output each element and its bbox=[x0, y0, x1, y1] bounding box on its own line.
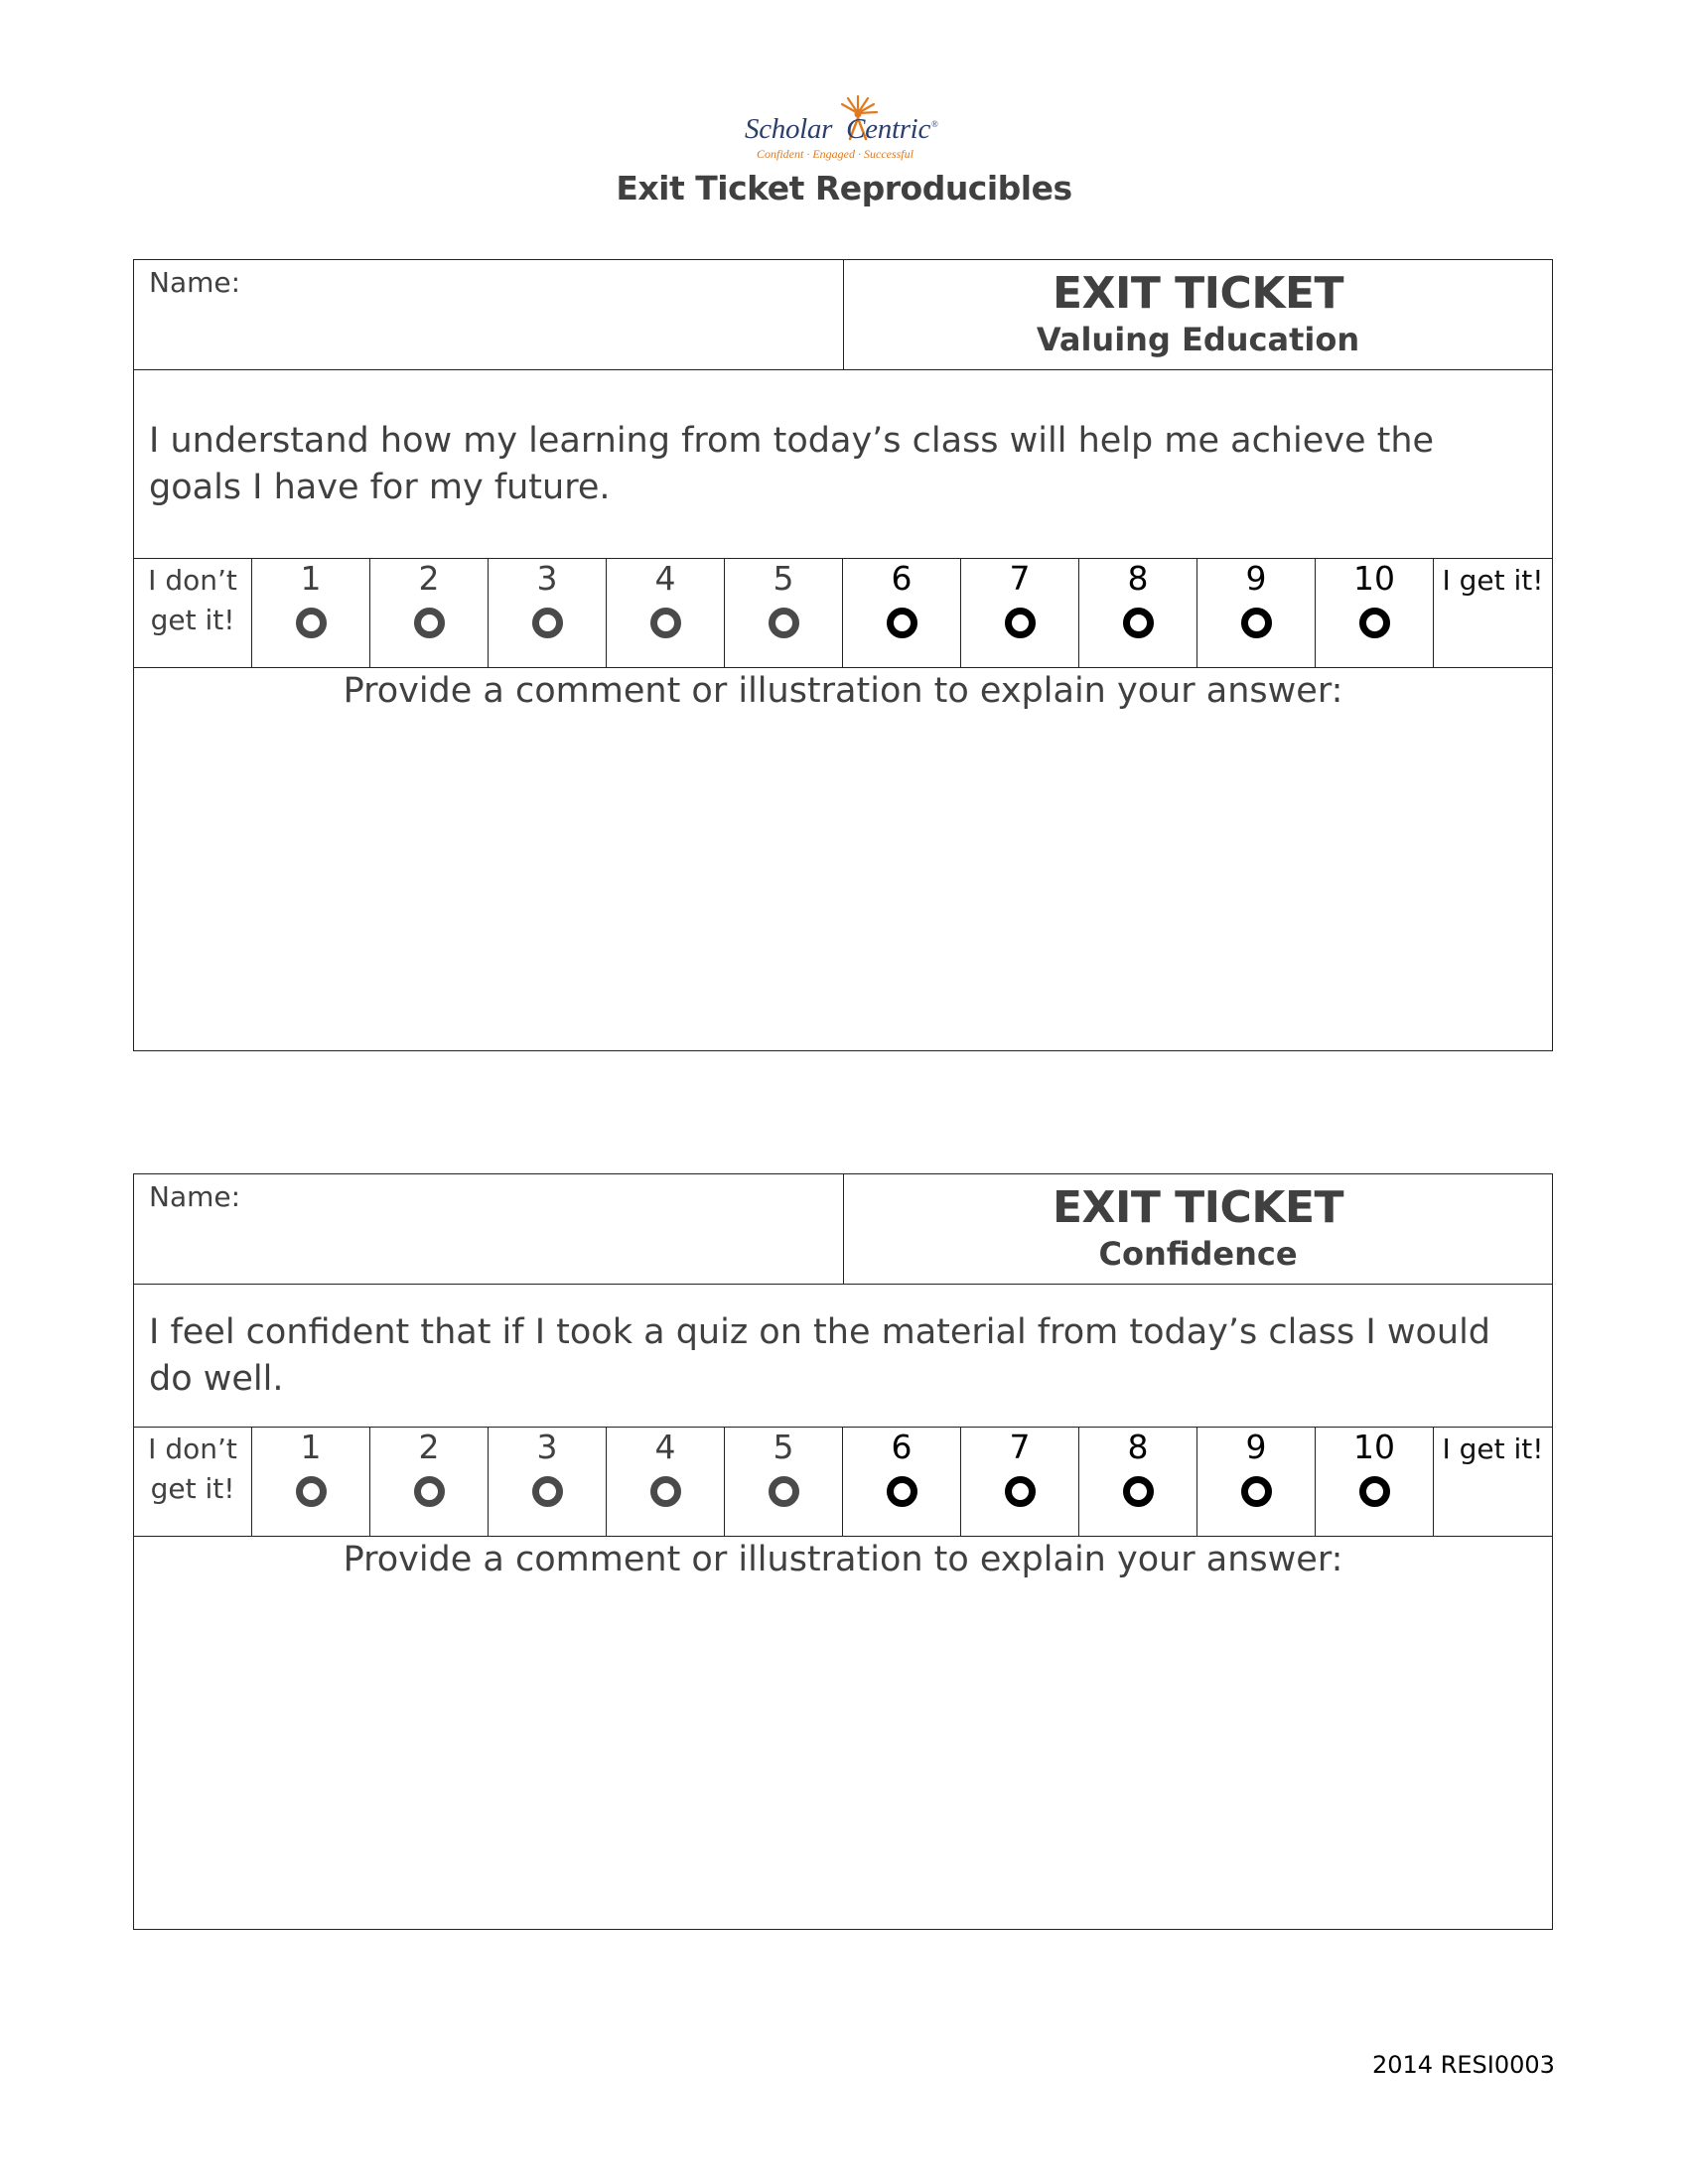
scale-low-label: I don’t get it! bbox=[148, 1433, 237, 1505]
scale-low-label-cell bbox=[134, 559, 252, 667]
radio-circle-icon[interactable] bbox=[769, 1476, 799, 1507]
ticket-header-row bbox=[134, 1174, 1552, 1285]
radio-circle-icon[interactable] bbox=[1359, 1476, 1390, 1507]
rating-option-1[interactable] bbox=[252, 559, 370, 667]
radio-circle-icon[interactable] bbox=[1005, 1476, 1036, 1507]
rating-option-3[interactable] bbox=[489, 1428, 607, 1536]
radio-circle-icon[interactable] bbox=[1241, 608, 1272, 638]
radio-circle-icon[interactable] bbox=[1359, 608, 1390, 638]
rating-number: 9 bbox=[1245, 559, 1267, 598]
ticket-statement: I feel confident that if I took a quiz on the material from today’s class I would do well. bbox=[149, 1311, 1491, 1399]
rating-option-4[interactable] bbox=[607, 559, 725, 667]
scale-high-label: I get it! bbox=[1442, 1433, 1544, 1465]
name-field[interactable] bbox=[134, 260, 844, 369]
rating-option-9[interactable] bbox=[1197, 1428, 1316, 1536]
rating-number: 4 bbox=[654, 559, 676, 598]
comment-area[interactable] bbox=[134, 668, 1552, 1050]
ticket-heading: EXIT TICKET bbox=[1052, 1182, 1344, 1233]
rating-number: 10 bbox=[1353, 1428, 1395, 1466]
radio-circle-icon[interactable] bbox=[887, 608, 917, 638]
radio-circle-icon[interactable] bbox=[650, 1476, 681, 1507]
rating-number: 10 bbox=[1353, 559, 1395, 598]
radio-circle-icon[interactable] bbox=[1005, 608, 1036, 638]
exit-ticket-confidence bbox=[133, 1173, 1553, 1930]
radio-circle-icon[interactable] bbox=[296, 608, 327, 638]
radio-circle-icon[interactable] bbox=[650, 608, 681, 638]
rating-option-5[interactable] bbox=[725, 559, 843, 667]
rating-option-2[interactable] bbox=[370, 1428, 489, 1536]
ticket-subheading: Confidence bbox=[1098, 1235, 1298, 1273]
rating-number: 1 bbox=[300, 559, 322, 598]
rating-option-7[interactable] bbox=[961, 1428, 1079, 1536]
rating-number: 6 bbox=[891, 1428, 913, 1466]
rating-number: 1 bbox=[300, 1428, 322, 1466]
rating-number: 8 bbox=[1127, 1428, 1149, 1466]
logo-tagline: Confident · Engaged · Successful bbox=[757, 147, 914, 161]
ticket-statement: I understand how my learning from today’s class will help me achieve the goals I have for my future. bbox=[149, 420, 1435, 507]
rating-option-9[interactable] bbox=[1197, 559, 1316, 667]
comment-prompt: Provide a comment or illustration to explain your answer: bbox=[343, 671, 1343, 711]
rating-number: 4 bbox=[654, 1428, 676, 1466]
statement-row bbox=[134, 1285, 1552, 1428]
scale-low-label: I don’t get it! bbox=[148, 564, 237, 636]
rating-scale bbox=[134, 559, 1552, 668]
rating-option-5[interactable] bbox=[725, 1428, 843, 1536]
rating-option-8[interactable] bbox=[1079, 559, 1197, 667]
rating-option-6[interactable] bbox=[843, 1428, 961, 1536]
ticket-subheading: Valuing Education bbox=[1036, 321, 1360, 358]
rating-option-8[interactable] bbox=[1079, 1428, 1197, 1536]
ticket-heading: EXIT TICKET bbox=[1052, 268, 1344, 319]
rating-option-2[interactable] bbox=[370, 559, 489, 667]
comment-area[interactable] bbox=[134, 1537, 1552, 1929]
rating-option-7[interactable] bbox=[961, 559, 1079, 667]
radio-circle-icon[interactable] bbox=[887, 1476, 917, 1507]
page-title: Exit Ticket Reproducibles bbox=[616, 169, 1072, 207]
exit-ticket-valuing-education bbox=[133, 259, 1553, 1051]
name-label: Name: bbox=[149, 1180, 241, 1213]
ticket-header-row bbox=[134, 260, 1552, 370]
rating-number: 2 bbox=[418, 559, 440, 598]
rating-number: 9 bbox=[1245, 1428, 1267, 1466]
logo-wordmark: Scholar Centric® bbox=[745, 113, 938, 145]
scholar-centric-logo bbox=[739, 93, 949, 167]
rating-number: 5 bbox=[773, 559, 794, 598]
statement-row bbox=[134, 370, 1552, 559]
radio-circle-icon[interactable] bbox=[1241, 1476, 1272, 1507]
ticket-title-cell bbox=[844, 1174, 1552, 1284]
rating-option-6[interactable] bbox=[843, 559, 961, 667]
footer-document-code: 2014 RESI0003 bbox=[1372, 2051, 1555, 2079]
rating-number: 3 bbox=[536, 559, 558, 598]
rating-number: 5 bbox=[773, 1428, 794, 1466]
radio-circle-icon[interactable] bbox=[1123, 1476, 1154, 1507]
rating-number: 7 bbox=[1009, 1428, 1031, 1466]
scale-high-label: I get it! bbox=[1442, 564, 1544, 597]
radio-circle-icon[interactable] bbox=[769, 608, 799, 638]
rating-option-10[interactable] bbox=[1316, 559, 1434, 667]
rating-option-10[interactable] bbox=[1316, 1428, 1434, 1536]
scale-high-label-cell bbox=[1434, 559, 1552, 667]
scale-low-label-cell bbox=[134, 1428, 252, 1536]
radio-circle-icon[interactable] bbox=[414, 608, 445, 638]
name-label: Name: bbox=[149, 266, 241, 299]
radio-circle-icon[interactable] bbox=[532, 608, 563, 638]
radio-circle-icon[interactable] bbox=[1123, 608, 1154, 638]
comment-prompt: Provide a comment or illustration to explain your answer: bbox=[343, 1540, 1343, 1579]
rating-number: 8 bbox=[1127, 559, 1149, 598]
ticket-title-cell bbox=[844, 260, 1552, 369]
rating-option-1[interactable] bbox=[252, 1428, 370, 1536]
rating-number: 7 bbox=[1009, 559, 1031, 598]
radio-circle-icon[interactable] bbox=[414, 1476, 445, 1507]
radio-circle-icon[interactable] bbox=[296, 1476, 327, 1507]
rating-number: 6 bbox=[891, 559, 913, 598]
rating-number: 3 bbox=[536, 1428, 558, 1466]
rating-number: 2 bbox=[418, 1428, 440, 1466]
name-field[interactable] bbox=[134, 1174, 844, 1284]
rating-option-4[interactable] bbox=[607, 1428, 725, 1536]
radio-circle-icon[interactable] bbox=[532, 1476, 563, 1507]
rating-scale bbox=[134, 1428, 1552, 1537]
rating-option-3[interactable] bbox=[489, 559, 607, 667]
scale-high-label-cell bbox=[1434, 1428, 1552, 1536]
